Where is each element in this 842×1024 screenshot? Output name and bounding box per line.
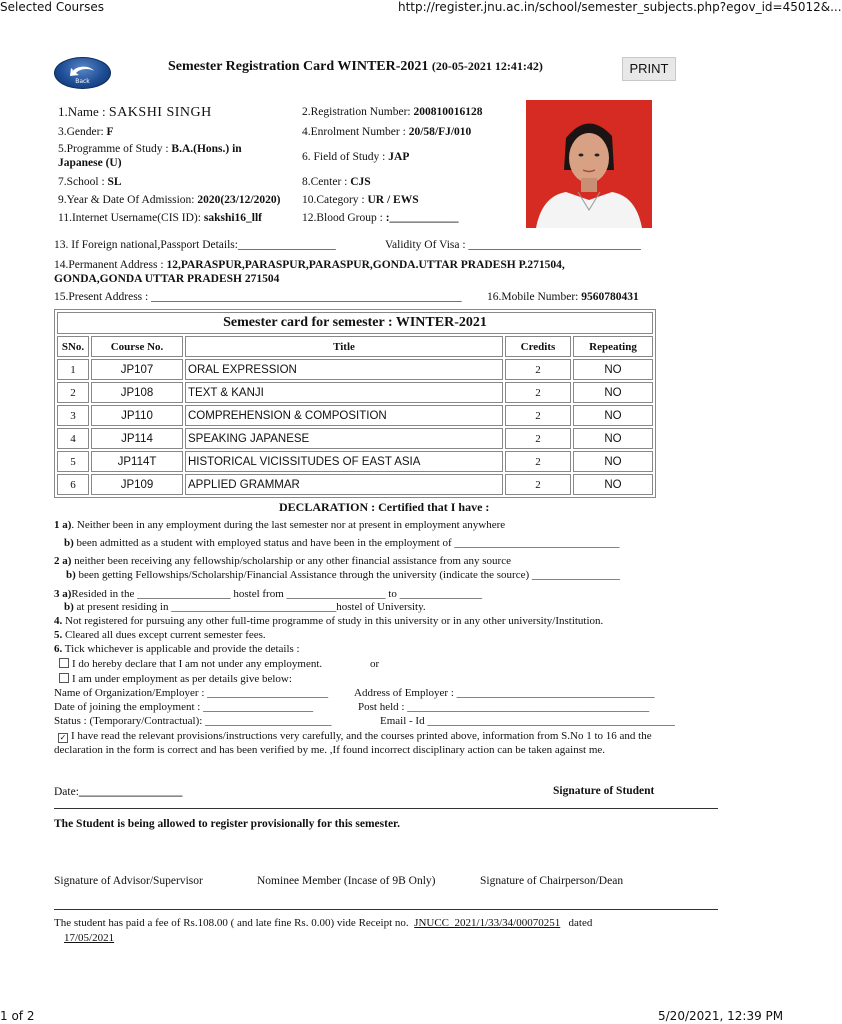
field-center: 8.Center : CJS xyxy=(302,176,371,188)
cell-credits: 2 xyxy=(505,474,571,495)
signature-nominee: Nominee Member (Incase of 9B Only) xyxy=(257,875,436,887)
cell-repeating: NO xyxy=(573,474,653,495)
decl-1a: 1 a). Neither been in any employment during the last semester nor at present in employment anywhere xyxy=(54,519,506,531)
cell-sno: 6 xyxy=(57,474,89,495)
cell-title: SPEAKING JAPANESE xyxy=(185,428,503,449)
emp-address-field: Address of Employer : ____________________________________ xyxy=(354,687,655,699)
checkbox-employed[interactable] xyxy=(59,673,69,683)
col-credits: Credits xyxy=(505,336,571,357)
cell-course: JP114T xyxy=(91,451,183,472)
signature-advisor: Signature of Advisor/Supervisor xyxy=(54,875,203,887)
cell-title: HISTORICAL VICISSITUDES OF EAST ASIA xyxy=(185,451,503,472)
field-name: 1.Name : SAKSHI SINGH xyxy=(58,104,212,120)
signature-student: Signature of Student xyxy=(553,785,655,797)
field-visa: Validity Of Visa : ______________________________ xyxy=(385,239,641,251)
table-row xyxy=(57,382,653,403)
back-button[interactable] xyxy=(54,57,111,89)
print-datetime: 5/20/2021, 12:39 PM xyxy=(658,1009,784,1023)
decl-3a: 3 a)Resided in the _________________ hostel from __________________ to _______________ xyxy=(54,588,483,600)
table-row xyxy=(57,405,653,426)
decl-6: 6. Tick whichever is applicable and provide the details : xyxy=(54,643,300,655)
checkbox-not-employed[interactable] xyxy=(59,658,69,668)
emp-status-field: Status : (Temporary/Contractual): _______________________ xyxy=(54,715,332,727)
table-row xyxy=(57,451,653,472)
col-sno: SNo. xyxy=(57,336,89,357)
cell-sno: 3 xyxy=(57,405,89,426)
field-programme-cont: Japanese (U) xyxy=(58,157,122,169)
decl-3b: b) at present residing in ______________________________hostel of University. xyxy=(64,601,426,613)
field-registration: 2.Registration Number: 200810016128 xyxy=(302,106,483,118)
field-blood-group: 12.Blood Group : :____________ xyxy=(302,212,459,224)
field-admission: 9.Year & Date Of Admission: 2020(23/12/2020) xyxy=(58,194,281,206)
field-mobile: 16.Mobile Number: 9560780431 xyxy=(487,291,639,303)
field-enrolment: 4.Enrolment Number : 20/58/FJ/010 xyxy=(302,126,472,138)
field-study: 6. Field of Study : JAP xyxy=(302,151,410,163)
table-row xyxy=(57,359,653,380)
cell-repeating: NO xyxy=(573,428,653,449)
cell-repeating: NO xyxy=(573,382,653,403)
table-caption: Semester card for semester : WINTER-2021 xyxy=(57,312,653,334)
cell-title: APPLIED GRAMMAR xyxy=(185,474,503,495)
course-table xyxy=(54,309,656,498)
decl-option-not-employed[interactable]: I do hereby declare that I am not under any employment. xyxy=(59,658,322,670)
emp-name-field: Name of Organization/Employer : ______________________ xyxy=(54,687,329,699)
table-row xyxy=(57,474,653,495)
decl-4: 4. Not registered for pursuing any other full-time programme of study in this university or in any other university/Institution. xyxy=(54,615,604,627)
decl-5: 5. Cleared all dues except current semester fees. xyxy=(54,629,266,641)
declaration-heading: DECLARATION : Certified that I have : xyxy=(279,500,490,514)
field-programme: 5.Programme of Study : B.A.(Hons.) in xyxy=(58,143,242,155)
field-permanent-address: 14.Permanent Address : 12,PARASPUR,PARASPUR,PARASPUR,GONDA.UTTAR PRADESH P.271504, xyxy=(54,259,565,271)
student-photo xyxy=(526,100,652,228)
col-repeating: Repeating xyxy=(573,336,653,357)
cell-course: JP110 xyxy=(91,405,183,426)
back-arrow-icon xyxy=(68,63,98,79)
checkbox-confirm-checked[interactable]: ✓ xyxy=(59,733,67,742)
fee-date: 17/05/2021 xyxy=(64,932,115,944)
divider xyxy=(54,808,718,809)
cell-sno: 4 xyxy=(57,428,89,449)
provisional-note: The Student is being allowed to register provisionally for this semester. xyxy=(54,818,400,830)
cell-sno: 2 xyxy=(57,382,89,403)
field-permanent-address-cont: GONDA,GONDA UTTAR PRADESH 271504 xyxy=(54,273,280,285)
field-category: 10.Category : UR / EWS xyxy=(302,194,419,206)
cell-sno: 1 xyxy=(57,359,89,380)
decl-option-employed[interactable]: I am under employment as per details give below: xyxy=(59,673,292,685)
emp-post-field: Post held : ____________________________________________ xyxy=(358,701,650,713)
cell-title: TEXT & KANJI xyxy=(185,382,503,403)
cell-repeating: NO xyxy=(573,405,653,426)
field-passport: 13. If Foreign national,Passport Details:_________________ xyxy=(54,239,336,251)
cell-title: ORAL EXPRESSION xyxy=(185,359,503,380)
cell-course: JP108 xyxy=(91,382,183,403)
field-username: 11.Internet Username(CIS ID): sakshi16_llf xyxy=(58,212,263,224)
cell-credits: 2 xyxy=(505,428,571,449)
cell-title: COMPREHENSION & COMPOSITION xyxy=(185,405,503,426)
decl-2b: b) been getting Fellowships/Scholarship/Financial Assistance through the university (indicate the source) ________________ xyxy=(66,569,620,581)
decl-or: or xyxy=(370,658,380,670)
cell-credits: 2 xyxy=(505,451,571,472)
cell-credits: 2 xyxy=(505,359,571,380)
print-page-title: Selected Courses xyxy=(0,0,104,14)
back-label: Back xyxy=(75,78,90,85)
divider xyxy=(54,909,718,910)
cell-credits: 2 xyxy=(505,405,571,426)
print-button[interactable]: PRINT xyxy=(622,57,676,81)
card-title: Semester Registration Card WINTER-2021 (20-05-2021 12:41:42) xyxy=(168,59,543,74)
fee-note: The student has paid a fee of Rs.108.00 ( and late fine Rs. 0.00) vide Receipt no. JNUCC_2021/1/33/34/00070251 dated xyxy=(54,917,593,929)
cell-repeating: NO xyxy=(573,451,653,472)
cell-sno: 5 xyxy=(57,451,89,472)
decl-1b: b) been admitted as a student with employed status and have been in the employment of ______________________________ xyxy=(64,537,620,549)
cell-course: JP114 xyxy=(91,428,183,449)
table-header-row xyxy=(57,336,653,357)
print-page-url: http://register.jnu.ac.in/school/semester_subjects.php?egov_id=45012&... xyxy=(398,0,842,14)
decl-2a: 2 a) neither been receiving any fellowship/scholarship or any other financial assistance from any source xyxy=(54,555,511,567)
field-school: 7.School : SL xyxy=(58,176,122,188)
emp-date-field: Date of joining the employment : ____________________ xyxy=(54,701,314,713)
field-present-address: 15.Present Address : ______________________________________________________ xyxy=(54,291,462,303)
cell-credits: 2 xyxy=(505,382,571,403)
confirm-declaration[interactable]: ✓ I have read the relevant provisions/instructions very carefully, and the courses printed above, information from S.No 1 to 16 and the xyxy=(59,730,652,742)
col-title: Title xyxy=(185,336,503,357)
date-field: Date:__________________ xyxy=(54,786,183,798)
col-course-no: Course No. xyxy=(91,336,183,357)
cell-course: JP109 xyxy=(91,474,183,495)
cell-repeating: NO xyxy=(573,359,653,380)
cell-course: JP107 xyxy=(91,359,183,380)
table-row xyxy=(57,428,653,449)
emp-email-field: Email - Id _____________________________________________ xyxy=(380,715,675,727)
field-gender: 3.Gender: F xyxy=(58,126,114,138)
print-page-count: 1 of 2 xyxy=(0,1009,35,1023)
confirm-declaration-cont: declaration in the form is correct and has been verified by me. ,If found incorrect disciplinary action can be taken against me. xyxy=(54,744,606,756)
signature-chairperson: Signature of Chairperson/Dean xyxy=(480,875,624,887)
